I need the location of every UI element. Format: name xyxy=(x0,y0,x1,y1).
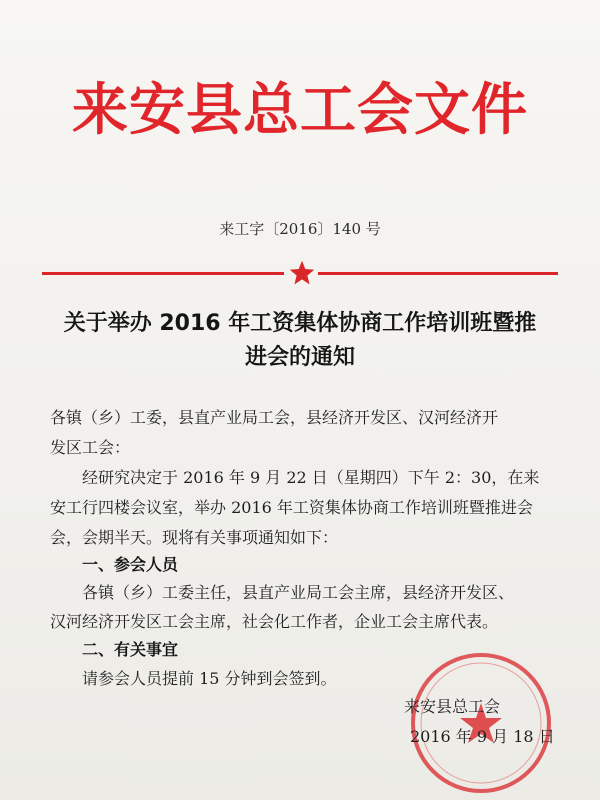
addressee-line-2: 发区工会： xyxy=(50,438,131,457)
red-star-icon xyxy=(288,259,316,287)
section-heading-matters: 二、有关事宜 xyxy=(82,640,179,659)
notice-title-line-1: 关于举办 2016 年工资集体协商工作培训班暨推 xyxy=(63,311,537,336)
notice-title-line-2: 进会的通知 xyxy=(244,345,355,370)
paragraph-1-line-2: 安工行四楼会议室，举办 2016 年工资集体协商工作培训班暨推进会 xyxy=(50,498,533,517)
document-number: 来工字〔2016〕140 号 xyxy=(219,220,381,238)
red-rule-right xyxy=(318,272,558,275)
masthead-title: 来安县总工会文件 xyxy=(72,77,528,143)
paragraph-2-line-1: 各镇（乡）工委主任，县直产业局工会主席，县经济开发区、 xyxy=(82,583,515,602)
paragraph-2-line-2: 汉河经济开发区工会主席，社会化工作者，企业工会主席代表。 xyxy=(50,612,499,631)
signature-organization: 来安县总工会 xyxy=(404,697,501,716)
addressee-line-1: 各镇（乡）工委，县直产业局工会，县经济开发区、汉河经济开 xyxy=(50,408,499,427)
paragraph-3-line-1: 请参会人员提前 15 分钟到会签到。 xyxy=(82,669,337,688)
red-rule-left xyxy=(42,272,284,275)
signature-date: 2016 年 9 月 18 日 xyxy=(410,727,555,746)
official-seal-stamp xyxy=(406,648,556,798)
paragraph-1-line-1: 经研究决定于 2016 年 9 月 22 日（星期四）下午 2：30，在来 xyxy=(82,468,540,487)
section-heading-attendees: 一、参会人员 xyxy=(82,555,179,574)
paragraph-1-line-3: 会，会期半天。现将有关事项通知如下： xyxy=(50,528,339,547)
